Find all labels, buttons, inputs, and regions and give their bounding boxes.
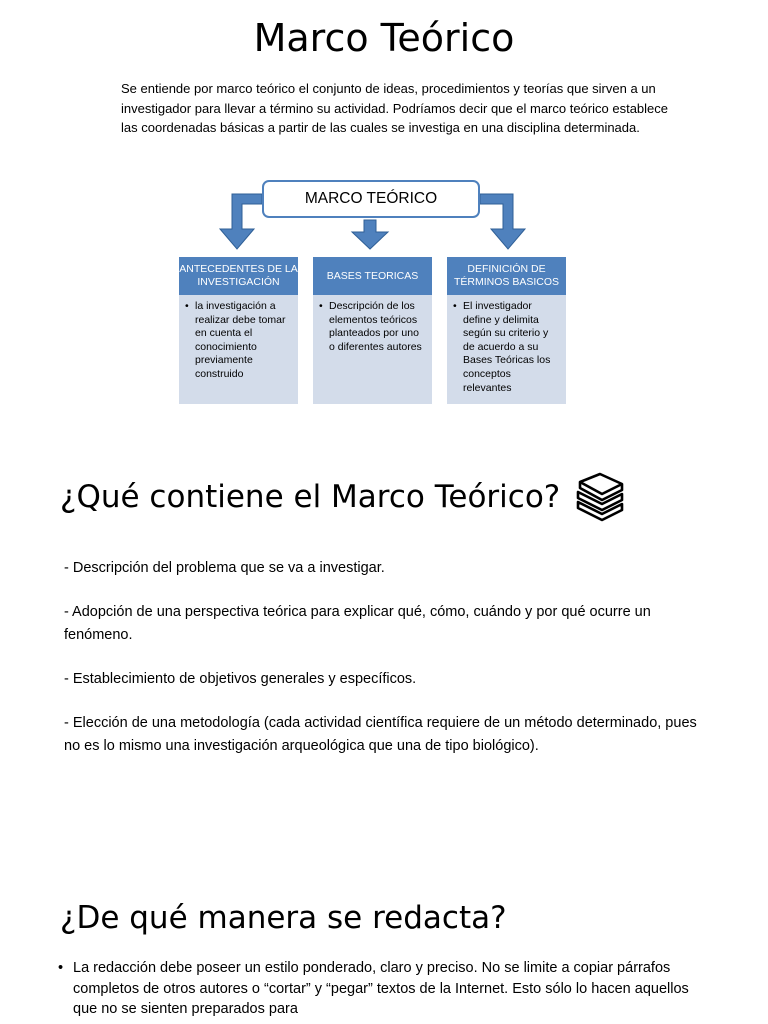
right-arrow bbox=[480, 194, 525, 249]
books-icon bbox=[572, 470, 628, 526]
list-item: - Establecimiento de objetivos generales y específicos. bbox=[64, 671, 417, 687]
column-head-antecedentes: ANTECEDENTES DE LA INVESTIGACIÓN bbox=[179, 257, 298, 295]
column-body-bases bbox=[313, 295, 432, 404]
list-item: - Descripción del problema que se va a investigar. bbox=[64, 560, 385, 576]
middle-arrow bbox=[352, 220, 388, 249]
writing-text: La redacción debe poseer un estilo ponderado, claro y preciso. No se limite a copiar párrafos completos de otros autores o “cortar” y “pegar” textos de la Internet. Esto sólo lo hacen aquellos que no se sienten preparados para bbox=[73, 960, 689, 1017]
bullet: • bbox=[453, 300, 457, 312]
section-heading-contents: ¿Qué contiene el Marco Teórico? bbox=[60, 479, 561, 515]
column-body-antecedentes bbox=[179, 295, 298, 404]
column-text: El investigador define y delimita según su criterio y de acuerdo a su Bases Teóricas los conceptos relevantes bbox=[463, 300, 551, 394]
page-title: Marco Teórico bbox=[253, 16, 515, 60]
column-head-definicion: DEFINICIÓN DE TÉRMINOS BASICOS bbox=[447, 257, 566, 295]
writing-bullet-item bbox=[58, 958, 698, 1020]
marco-teorico-diagram bbox=[170, 176, 580, 408]
bullet: • bbox=[58, 960, 64, 976]
column-head-bases: BASES TEORICAS bbox=[313, 257, 432, 295]
bullet: • bbox=[319, 300, 323, 312]
list-item: - Adopción de una perspectiva teórica para explicar qué, cómo, cuándo y por qué ocurre un fenómeno. bbox=[64, 604, 651, 643]
intro-paragraph: Se entiende por marco teórico el conjunto de ideas, procedimientos y teorías que sirven a un investigador para llevar a término su actividad. Podríamos decir que el marco teórico establece las coordenadas básicas a partir de las cuales se investiga en una disciplina determinada. bbox=[121, 81, 668, 135]
column-text: Descripción de los elementos teóricos planteados por uno o diferentes autores bbox=[329, 300, 422, 353]
section-heading-writing: ¿De qué manera se redacta? bbox=[60, 900, 507, 936]
column-text: la investigación a realizar debe tomar en cuenta el conocimiento previamente construido bbox=[195, 300, 286, 380]
root-box: MARCO TEÓRICO bbox=[262, 180, 480, 218]
column-body-definicion bbox=[447, 295, 566, 404]
bullet: • bbox=[185, 300, 189, 312]
left-arrow bbox=[220, 194, 262, 249]
list-item: - Elección de una metodología (cada actividad científica requiere de un método determinado, pues no es lo mismo una investigación arqueológica que una de tipo biológico). bbox=[64, 715, 697, 754]
